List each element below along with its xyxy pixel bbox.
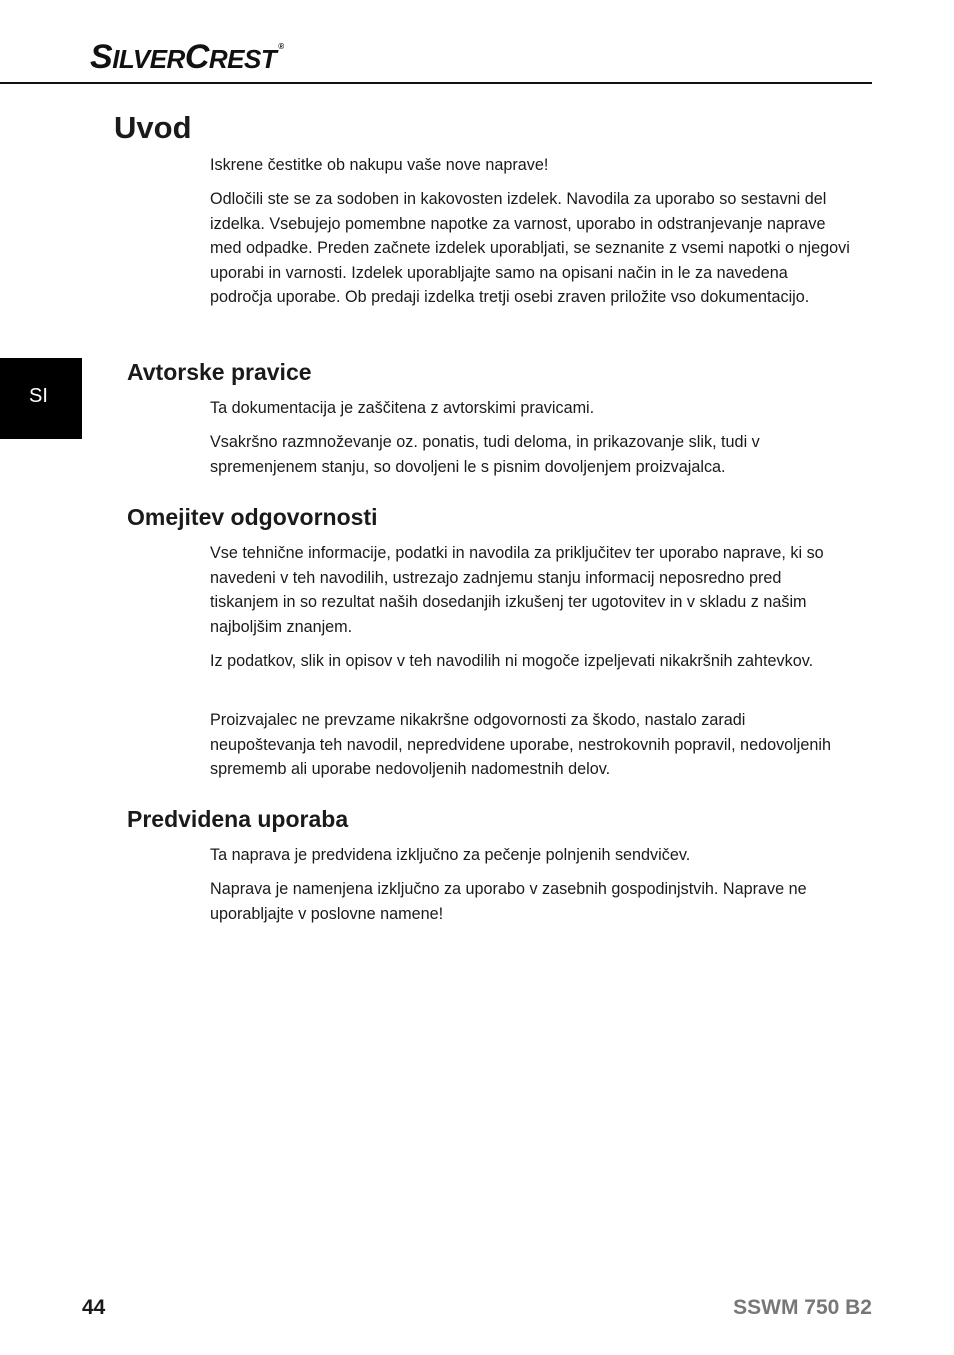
- liability-paragraph-2: Iz podatkov, slik in opisov v teh navodilih ni mogoče izpeljevati nikakršnih zahtevkov.: [210, 652, 814, 670]
- liability-paragraph-1: Vse tehnične informacije, podatki in navodila za priključitev ter uporabo naprave, ki so navedeni v teh navodilih, ustrezajo zadnjemu stanju informacij neposredno pred tiskanjem in so rezultat naših dosedanjih izkušenj ter ugotovitev in v skladu z našim najboljšim znanjem.: [210, 544, 824, 636]
- section-title-intended-use: Predvidena uporaba: [127, 806, 349, 832]
- intended-use-paragraph-1: Ta naprava je predvidena izključno za pečenje polnjenih sendvičev.: [210, 846, 691, 864]
- copyright-paragraph-2: Vsakršno razmnoževanje oz. ponatis, tudi deloma, in prikazovanje slik, tudi v spremenjenem stanju, so dovoljeni le s pisnim dovoljenjem proizvajalca.: [210, 433, 760, 476]
- copyright-paragraph-1: Ta dokumentacija je zaščitena z avtorskimi pravicami.: [210, 399, 595, 417]
- header-divider: [0, 82, 872, 84]
- liability-paragraph-3: Proizvajalec ne prevzame nikakršne odgovornosti za škodo, nastalo zaradi neupoštevanja teh navodil, nepredvidene uporabe, nestrokovnih popravil, nedovoljenih sprememb ali uporabe nedovoljenih nadomestnih delov.: [210, 711, 831, 779]
- section-title-intro: Uvod: [114, 110, 192, 145]
- silvercrest-logo: SILVERCREST ®: [90, 38, 284, 76]
- model-number: SSWM 750 B2: [733, 1296, 872, 1319]
- intro-paragraph-2: Odločili ste se za sodoben in kakovosten izdelek. Navodila za uporabo so sestavni del izdelka. Vsebujejo pomembne napotke za varnost, uporabo in odstranjevanje naprave med odpadke. Preden začnete izdelek uporabljati, se seznanite z vsemi napotki o njegovi uporabi in varnosti. Izdelek uporabljajte samo na opisani način in le za navedena področja uporabe. Ob predaji izdelka tretji osebi zraven priložite vso dokumentacijo.: [210, 190, 850, 307]
- intro-paragraph-1: Iskrene čestitke ob nakupu vaše nove naprave!: [210, 156, 549, 174]
- intended-use-paragraph-2: Naprava je namenjena izključno za uporabo v zasebnih gospodinjstvih. Naprave ne uporabljajte v poslovne namene!: [210, 880, 807, 923]
- page-number: 44: [82, 1296, 106, 1319]
- language-tab-label: SI: [29, 385, 48, 407]
- section-title-liability: Omejitev odgovornosti: [127, 504, 378, 530]
- section-title-copyright: Avtorske pravice: [127, 359, 312, 385]
- language-tab: [0, 358, 82, 439]
